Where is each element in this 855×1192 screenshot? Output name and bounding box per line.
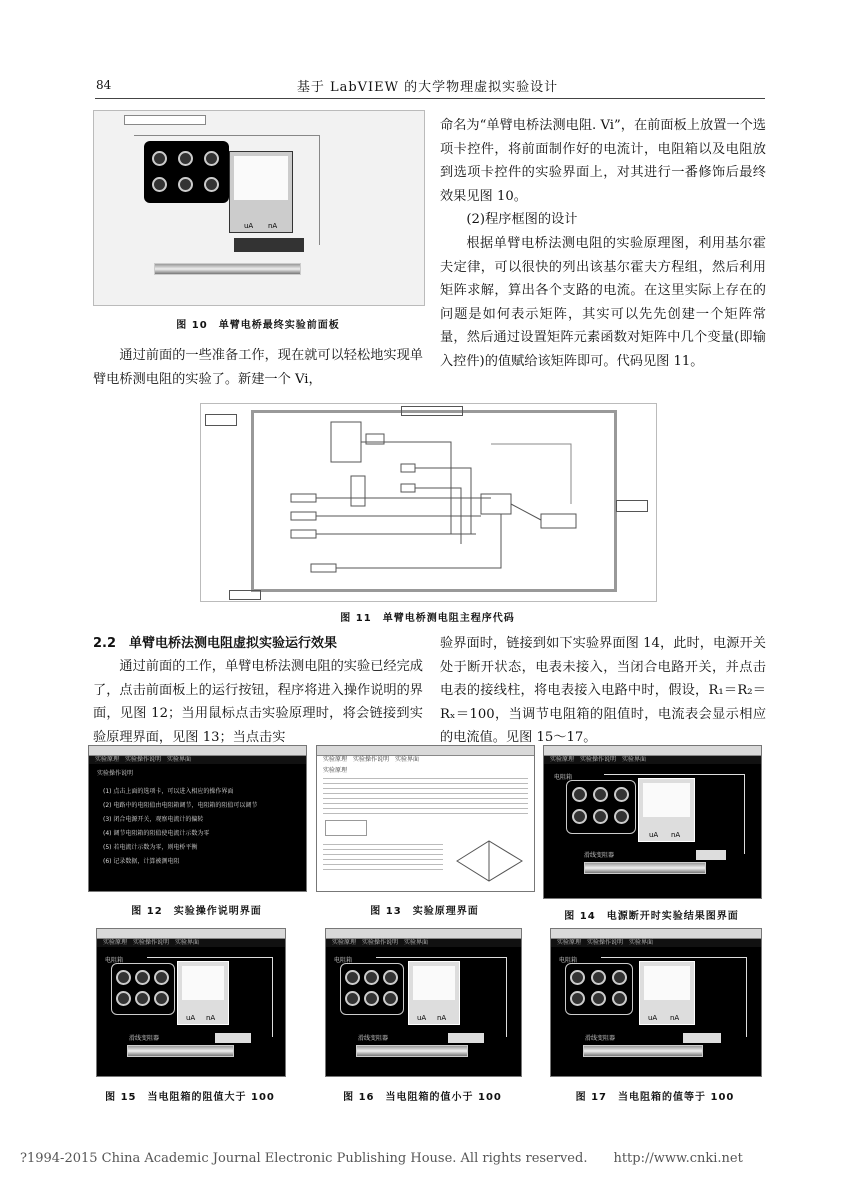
wire: [376, 957, 506, 958]
knob-icon: [154, 991, 169, 1006]
wire: [604, 774, 744, 775]
knob-icon: [364, 991, 379, 1006]
fig10-rheostat: [154, 263, 301, 275]
rheostat: [583, 1045, 703, 1057]
wire: [744, 774, 745, 854]
knob-icon: [152, 151, 167, 166]
rheostat-label: 滑线变阻器: [358, 1035, 389, 1042]
knob-icon: [614, 809, 629, 824]
menu-bar: [326, 929, 521, 939]
fig11-caption: 图 11 单臂电桥测电阻主程序代码: [340, 613, 515, 624]
menu-bar: [97, 929, 285, 939]
meter-face: [644, 966, 690, 1000]
figure-12: [88, 745, 307, 892]
meter-face: [643, 783, 690, 817]
rheostat-label: 滑线变阻器: [129, 1035, 160, 1042]
galvanometer: [638, 778, 695, 842]
right-paragraph-2: 根据单臂电桥法测电阻的实验原理图，利用基尔霍夫定律，可以很快的列出该基尔霍夫方程组，然后利用矩阵求解，算出各个支路的电流。在这里实际上存在的问题是如何表示矩阵，其实可以先先创建一个矩阵常量，然后通过设置矩阵元素函数对矩阵中几个变量(即输入控件)的值赋给该矩阵即可。代码见图 11。: [440, 236, 766, 369]
left-paragraph: 通过前面的一些准备工作，现在就可以轻松地实现单臂电桥测电阻的实验了。新建一个 Vi，: [93, 348, 423, 387]
knob-icon: [345, 970, 360, 985]
fig13-heading: 实验原理: [323, 767, 348, 774]
knob-icon: [135, 970, 150, 985]
header-rule: [95, 98, 765, 99]
meter-unit: uA: [649, 831, 659, 839]
screen-tabs: 实验原理 实验操作说明 实验界面: [97, 939, 285, 947]
galvanometer: [639, 961, 695, 1025]
screen-tabs: 实验原理 实验操作说明 实验界面: [89, 756, 306, 764]
meter-face: [234, 156, 288, 200]
meter-unit: uA: [244, 222, 254, 230]
battery: [215, 1033, 251, 1043]
fig14-caption: 图 14 电源断开时实验结果图界面: [564, 911, 739, 922]
fig17-caption: 图 17 当电阻箱的值等于 100: [575, 1092, 735, 1103]
galvanometer: [177, 961, 229, 1025]
subsection-heading: (2)程序框图的设计: [466, 212, 578, 227]
rheostat: [356, 1045, 468, 1057]
meter-unit: nA: [206, 1014, 216, 1022]
knob-icon: [383, 970, 398, 985]
page-number: 84: [96, 78, 112, 92]
knob-icon: [570, 970, 585, 985]
meter-unit: nA: [437, 1014, 447, 1022]
block-diagram-wires: [251, 414, 611, 584]
meter-unit: nA: [671, 831, 681, 839]
knob-icon: [204, 177, 219, 192]
galvanometer: [229, 151, 293, 233]
section-heading: 2.2 单臂电桥法测电阻虚拟实验运行效果: [93, 636, 338, 651]
knob-icon: [135, 991, 150, 1006]
menu-bar: [317, 746, 534, 756]
knob-icon: [204, 151, 219, 166]
left-controls: [205, 414, 237, 426]
resistance-box: [566, 780, 636, 834]
galvanometer: [408, 961, 460, 1025]
right-top-paragraph: 命名为“单臂电桥法测电阻. Vi”，在前面板上放置一个选项卡控件，将前面制作好的电流计，电阻箱以及电阻放到选项卡控件的实验界面上，对其进行一番修饰后最终效果见图 10。: [440, 118, 766, 204]
knob-icon: [178, 151, 193, 166]
meter-unit: uA: [186, 1014, 196, 1022]
wire: [506, 957, 507, 1037]
fig12-caption: 图 12 实验操作说明界面: [131, 906, 262, 917]
figure-16: [325, 928, 522, 1077]
knob-icon: [593, 809, 608, 824]
knob-icon: [116, 991, 131, 1006]
wire: [746, 957, 747, 1037]
box-label: 电阻箱: [554, 774, 573, 781]
knob-icon: [591, 991, 606, 1006]
knob-icon: [178, 177, 193, 192]
fig10-tabstrip: [124, 115, 206, 125]
fig12-line: (5) 若电流计示数为零，则电桥平衡: [103, 844, 198, 851]
screen-tabs: 实验原理 实验操作说明 实验界面: [544, 756, 761, 764]
section-right-paragraph: 验界面时，链接到如下实验界面图 14，此时，电源开关处于断开状态，电表未接入，当闭合电路开关，并点击电表的接线柱，将电表接入电路中时，假设，R₁＝R₂＝Rₓ＝100，当调节电阻箱的阻值时，电流表会显示相应的电流值。见图 15～17。: [440, 636, 766, 746]
knob-icon: [364, 970, 379, 985]
fig12-line: (1) 点击上面的选项卡，可以进入相应的操作界面: [103, 788, 234, 795]
battery: [683, 1033, 721, 1043]
knob-icon: [572, 809, 587, 824]
knob-icon: [593, 787, 608, 802]
wire: [147, 957, 272, 958]
section-left-paragraph: 通过前面的工作，单臂电桥法测电阻的实验已经完成了，点击前面板上的运行按钮，程序将进入操作说明的界面，见图 12；当用鼠标点击实验原理时，将会链接到实验原理界面，见图 13；当点击实: [93, 659, 423, 745]
fig12-line: (6) 记录数据，计算被测电阻: [103, 858, 180, 865]
figure-10: [93, 110, 425, 306]
fig10-wire: [319, 135, 320, 245]
knob-icon: [154, 970, 169, 985]
running-title: 基于 LabVIEW 的大学物理虚拟实验设计: [296, 80, 559, 95]
wire: [601, 957, 746, 958]
box-label: 电阻箱: [334, 957, 353, 964]
bridge-diagram: [452, 836, 527, 886]
fig16-caption: 图 16 当电阻箱的值小于 100: [343, 1092, 502, 1103]
fig15-caption: 图 15 当电阻箱的阻值大于 100: [105, 1092, 275, 1103]
rheostat-label: 滑线变阻器: [584, 852, 615, 859]
rheostat-label: 滑线变阻器: [585, 1035, 616, 1042]
menu-bar: [551, 929, 761, 939]
menu-bar: [544, 746, 761, 756]
menu-bar: [89, 746, 306, 756]
wire: [272, 957, 273, 1037]
copyright-footer: ?1994-2015 China Academic Journal Electronic Publishing House. All rights reserved. http://www.cnki.net: [20, 1151, 743, 1166]
knob-icon: [383, 991, 398, 1006]
resistance-box: [111, 963, 175, 1015]
box-label: 电阻箱: [105, 957, 124, 964]
fig10-battery: [234, 238, 304, 252]
rheostat: [584, 862, 706, 874]
knob-icon: [614, 787, 629, 802]
loop-iteration: [229, 590, 261, 600]
fig10-panel: [144, 141, 229, 203]
fig13-textblock: [323, 840, 443, 874]
fig13-caption: 图 13 实验原理界面: [370, 906, 479, 917]
meter-unit: uA: [648, 1014, 658, 1022]
figure-13: [316, 745, 535, 892]
battery: [696, 850, 726, 860]
knob-icon: [612, 970, 627, 985]
meter-unit: nA: [268, 222, 278, 230]
fig10-wire: [134, 135, 319, 136]
fig13-textblock: [323, 774, 528, 814]
knob-icon: [591, 970, 606, 985]
knob-icon: [116, 970, 131, 985]
rheostat: [127, 1045, 234, 1057]
screen-tabs: 实验原理 实验操作说明 实验界面: [326, 939, 521, 947]
knob-icon: [572, 787, 587, 802]
fig13-formula: [325, 820, 367, 836]
meter-face: [413, 966, 455, 1000]
box-label: 电阻箱: [559, 957, 578, 964]
resistance-box: [340, 963, 404, 1015]
fig12-line: (3) 闭合电源开关，观察电流计的偏转: [103, 816, 204, 823]
figure-15: [96, 928, 286, 1077]
knob-icon: [152, 177, 167, 192]
figure-14: [543, 745, 762, 899]
battery: [448, 1033, 484, 1043]
knob-icon: [345, 991, 360, 1006]
meter-unit: nA: [670, 1014, 680, 1022]
screen-tabs: 实验原理 实验操作说明 实验界面: [317, 756, 534, 764]
fig12-heading: 实验操作说明: [97, 770, 134, 777]
fig12-line: (4) 调节电阻箱的阻值使电流计示数为零: [103, 830, 210, 837]
right-indicator: [616, 500, 648, 512]
meter-unit: uA: [417, 1014, 427, 1022]
meter-face: [182, 966, 224, 1000]
screen-tabs: 实验原理 实验操作说明 实验界面: [551, 939, 761, 947]
fig12-line: (2) 电路中的电阻值由电阻箱调节，电阻箱的阻值可以调节: [103, 802, 258, 809]
figure-17: [550, 928, 762, 1077]
fig10-caption: 图 10 单臂电桥最终实验前面板: [176, 320, 340, 331]
figure-11: [200, 403, 657, 602]
knob-icon: [612, 991, 627, 1006]
resistance-box: [565, 963, 633, 1015]
knob-icon: [570, 991, 585, 1006]
